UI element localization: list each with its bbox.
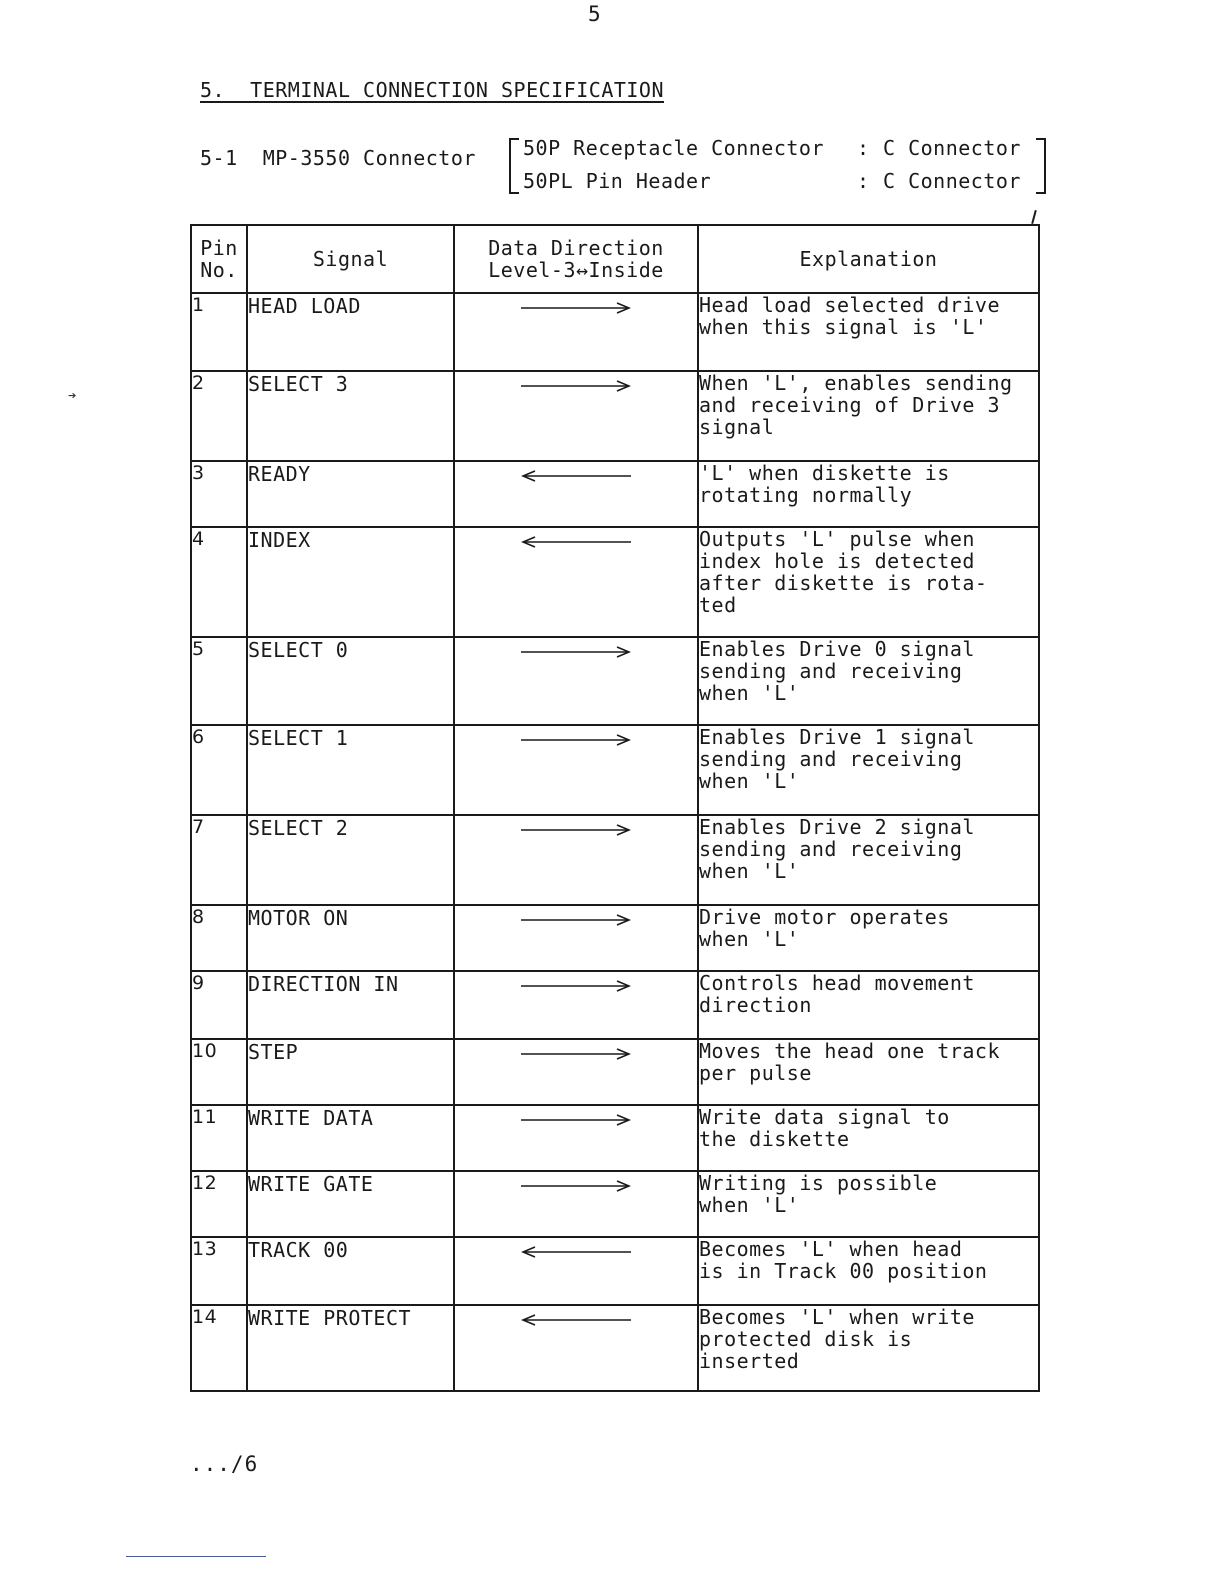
explanation-text: Outputs 'L' pulse when index hole is detected after diskette is rota- ted: [699, 527, 988, 617]
direction-cell: [454, 815, 698, 905]
signal-name: HEAD LOAD: [248, 294, 361, 318]
explanation-text: Moves the head one track per pulse: [699, 1039, 1000, 1085]
direction-cell: [454, 1171, 698, 1237]
signal-name: READY: [248, 462, 311, 486]
page-number: 5: [588, 2, 601, 26]
explanation-cell: [698, 527, 1039, 637]
pin-number: 3: [191, 461, 247, 527]
explanation-text: Enables Drive 2 signal sending and receiving when 'L': [699, 815, 975, 883]
direction-cell: [454, 905, 698, 971]
subsection-label: 5-1 MP-3550 Connector: [200, 146, 476, 170]
explanation-cell: [698, 1105, 1039, 1171]
signal-name: STEP: [248, 1040, 299, 1064]
direction-cell: [454, 637, 698, 725]
header-pin-no: Pin No.: [191, 225, 247, 293]
footer-continuation: .../6: [190, 1452, 259, 1476]
signal-cell: [247, 527, 454, 637]
arrow-left-icon: [521, 470, 631, 482]
pin-number: 11: [191, 1105, 247, 1171]
connector-bracket-right: [1036, 138, 1046, 194]
arrow-right-icon: [521, 980, 631, 992]
explanation-text: Head load selected drive when this signal is 'L': [699, 293, 1000, 339]
direction-cell: [454, 293, 698, 371]
direction-cell: [454, 1039, 698, 1105]
direction-cell: [454, 1105, 698, 1171]
explanation-text: Drive motor operates when 'L': [699, 905, 950, 951]
table-row: [191, 461, 1039, 527]
explanation-text: Becomes 'L' when write protected disk is inserted: [699, 1305, 975, 1373]
signal-cell: [247, 371, 454, 461]
signal-table: [190, 224, 1040, 1392]
direction-cell: [454, 1305, 698, 1391]
connector-separator: :: [857, 136, 870, 160]
signal-name: SELECT 2: [248, 816, 349, 840]
signal-cell: [247, 815, 454, 905]
header-data-direction: Data Direction Level-3↔Inside: [454, 225, 698, 293]
table-row: [191, 815, 1039, 905]
pin-number: 14: [191, 1305, 247, 1391]
explanation-text: Enables Drive 1 signal sending and receiving when 'L': [699, 725, 975, 793]
arrow-left-icon: [521, 1246, 631, 1258]
bottom-rule: [126, 1556, 266, 1557]
signal-name: WRITE DATA: [248, 1106, 374, 1130]
pin-number: 10: [191, 1039, 247, 1105]
pin-number: 2: [191, 371, 247, 461]
arrow-right-icon: [521, 1048, 631, 1060]
explanation-text: Enables Drive 0 signal sending and receiving when 'L': [699, 637, 975, 705]
table-row: [191, 371, 1039, 461]
explanation-cell: [698, 1039, 1039, 1105]
arrow-left-icon: [521, 536, 631, 548]
scan-mark: ➔: [68, 388, 77, 404]
explanation-cell: [698, 971, 1039, 1039]
explanation-cell: [698, 461, 1039, 527]
signal-cell: [247, 971, 454, 1039]
header-signal: Signal: [247, 225, 454, 293]
signal-name: WRITE PROTECT: [248, 1306, 412, 1330]
signal-name: DIRECTION IN: [248, 972, 399, 996]
explanation-cell: [698, 1305, 1039, 1391]
explanation-cell: [698, 637, 1039, 725]
signal-cell: [247, 905, 454, 971]
signal-cell: [247, 1105, 454, 1171]
explanation-text: 'L' when diskette is rotating normally: [699, 461, 950, 507]
direction-cell: [454, 527, 698, 637]
explanation-cell: [698, 371, 1039, 461]
direction-cell: [454, 371, 698, 461]
explanation-text: When 'L', enables sending and receiving of Drive 3 signal: [699, 371, 1013, 439]
arrow-right-icon: [521, 734, 631, 746]
signal-name: MOTOR ON: [248, 906, 349, 930]
arrow-left-icon: [521, 1314, 631, 1326]
explanation-cell: [698, 1171, 1039, 1237]
table-row: [191, 1237, 1039, 1305]
table-row: [191, 1105, 1039, 1171]
connector-type: C Connector: [883, 169, 1021, 193]
table-row: [191, 527, 1039, 637]
signal-cell: [247, 637, 454, 725]
table-row: [191, 905, 1039, 971]
signal-cell: [247, 1039, 454, 1105]
arrow-right-icon: [521, 302, 631, 314]
signal-cell: [247, 725, 454, 815]
pin-number: 6: [191, 725, 247, 815]
connector-type: C Connector: [883, 136, 1021, 160]
signal-name: INDEX: [248, 528, 311, 552]
signal-cell: [247, 293, 454, 371]
explanation-cell: [698, 725, 1039, 815]
header-explanation: Explanation: [698, 225, 1039, 293]
explanation-text: Write data signal to the diskette: [699, 1105, 950, 1151]
arrow-right-icon: [521, 1114, 631, 1126]
table-row: [191, 293, 1039, 371]
pin-number: 12: [191, 1171, 247, 1237]
pin-number: 13: [191, 1237, 247, 1305]
arrow-right-icon: [521, 824, 631, 836]
signal-name: SELECT 1: [248, 726, 349, 750]
signal-name: SELECT 3: [248, 372, 349, 396]
pin-number: 8: [191, 905, 247, 971]
signal-cell: [247, 1237, 454, 1305]
signal-cell: [247, 1171, 454, 1237]
table-header-row: [191, 225, 1039, 293]
signal-name: SELECT 0: [248, 638, 349, 662]
table-row: [191, 637, 1039, 725]
pin-number: 5: [191, 637, 247, 725]
signal-name: WRITE GATE: [248, 1172, 374, 1196]
explanation-cell: [698, 815, 1039, 905]
connector-bracket-left: [509, 138, 519, 194]
table-row: [191, 725, 1039, 815]
arrow-right-icon: [521, 1180, 631, 1192]
signal-cell: [247, 1305, 454, 1391]
pen-tick: [1031, 210, 1037, 224]
explanation-text: Writing is possible when 'L': [699, 1171, 938, 1217]
direction-cell: [454, 725, 698, 815]
pin-number: 4: [191, 527, 247, 637]
arrow-right-icon: [521, 380, 631, 392]
pin-number: 7: [191, 815, 247, 905]
explanation-text: Becomes 'L' when head is in Track 00 position: [699, 1237, 988, 1283]
connector-name: 50P Receptacle Connector: [523, 136, 824, 160]
table-row: [191, 1305, 1039, 1391]
table-row: [191, 1039, 1039, 1105]
pin-number: 9: [191, 971, 247, 1039]
direction-cell: [454, 1237, 698, 1305]
connector-name: 50PL Pin Header: [523, 169, 712, 193]
table-row: [191, 971, 1039, 1039]
explanation-text: Controls head movement direction: [699, 971, 975, 1017]
signal-name: TRACK 00: [248, 1238, 349, 1262]
pin-number: 1: [191, 293, 247, 371]
arrow-right-icon: [521, 914, 631, 926]
signal-cell: [247, 461, 454, 527]
explanation-cell: [698, 905, 1039, 971]
explanation-cell: [698, 293, 1039, 371]
direction-cell: [454, 971, 698, 1039]
direction-cell: [454, 461, 698, 527]
section-title: 5. TERMINAL CONNECTION SPECIFICATION: [200, 78, 665, 102]
explanation-cell: [698, 1237, 1039, 1305]
table-row: [191, 1171, 1039, 1237]
arrow-right-icon: [521, 646, 631, 658]
connector-separator: :: [857, 169, 870, 193]
